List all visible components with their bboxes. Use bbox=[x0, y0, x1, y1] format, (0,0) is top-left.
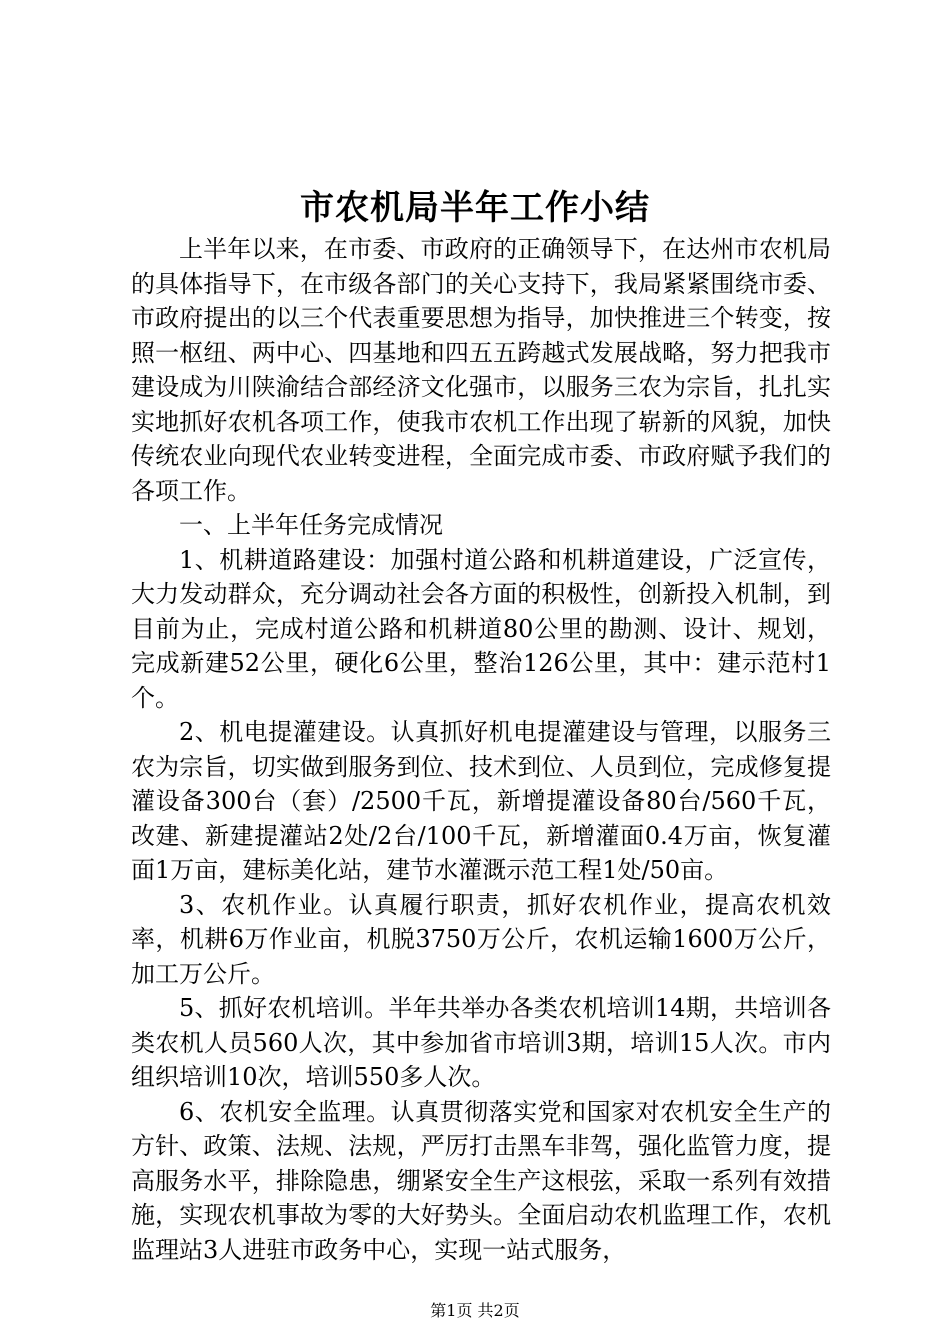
document-title: 市农机局半年工作小结 bbox=[300, 188, 650, 228]
page-number-footer: 第1页 共2页 bbox=[430, 1301, 520, 1320]
section-heading: 一、上半年任务完成情况 bbox=[179, 511, 443, 539]
paragraph-intro: 上半年以来，在市委、市政府的正确领导下，在达州市农机局的具体指导下，在市级各部门的关心支持下，我局紧紧围绕市委、市政府提出的以三个代表重要思想为指导，加快推进三个转变，按照一枢纽、两中心、四基地和四五五跨越式发展战略，努力把我市建设成为川陕渝结合部经济文化强市，以服务三农为宗旨，扎扎实实地抓好农机各项工作，使我市农机工作出现了崭新的风貌，加快传统农业向现代农业转变进程，全面完成市委、市政府赋予我们的各项工作。 bbox=[131, 235, 831, 505]
document-body bbox=[131, 232, 831, 1267]
paragraph-item-2: 2、机电提灌建设。认真抓好机电提灌建设与管理，以服务三农为宗旨，切实做到服务到位、技术到位、人员到位，完成修复提灌设备300台（套）/2500千瓦，新增提灌设备80台/560千瓦，改建、新建提灌站2处/2台/100千瓦，新增灌面0.4万亩，恢复灌面1万亩，建标美化站，建节水灌溉示范工程1处/50亩。 bbox=[131, 718, 831, 884]
paragraph-item-3: 3、农机作业。认真履行职责，抓好农机作业，提高农机效率，机耕6万作业亩，机脱3750万公斤，农机运输1600万公斤，加工万公斤。 bbox=[131, 890, 831, 988]
paragraph-item-5: 5、抓好农机培训。半年共举办各类农机培训14期，共培训各类农机人员560人次，其中参加省市培训3期，培训15人次。市内组织培训10次，培训550多人次。 bbox=[131, 994, 831, 1091]
paragraph-item-1: 1、机耕道路建设：加强村道公路和机耕道建设，广泛宣传，大力发动群众，充分调动社会各方面的积极性，创新投入机制，到目前为止，完成村道公路和机耕道80公里的勘测、设计、规划，完成新建52公里，硬化6公里，整治126公里，其中：建示范村1个。 bbox=[131, 545, 831, 712]
paragraph-item-6: 6、农机安全监理。认真贯彻落实党和国家对农机安全生产的方针、政策、法规、法规，严厉打击黑车非驾，强化监管力度，提高服务水平，排除隐患，绷紧安全生产这根弦，采取一系列有效措施，实现农机事故为零的大好势头。全面启动农机监理工作，农机监理站3人进驻市政务中心，实现一站式服务， bbox=[131, 1097, 831, 1264]
